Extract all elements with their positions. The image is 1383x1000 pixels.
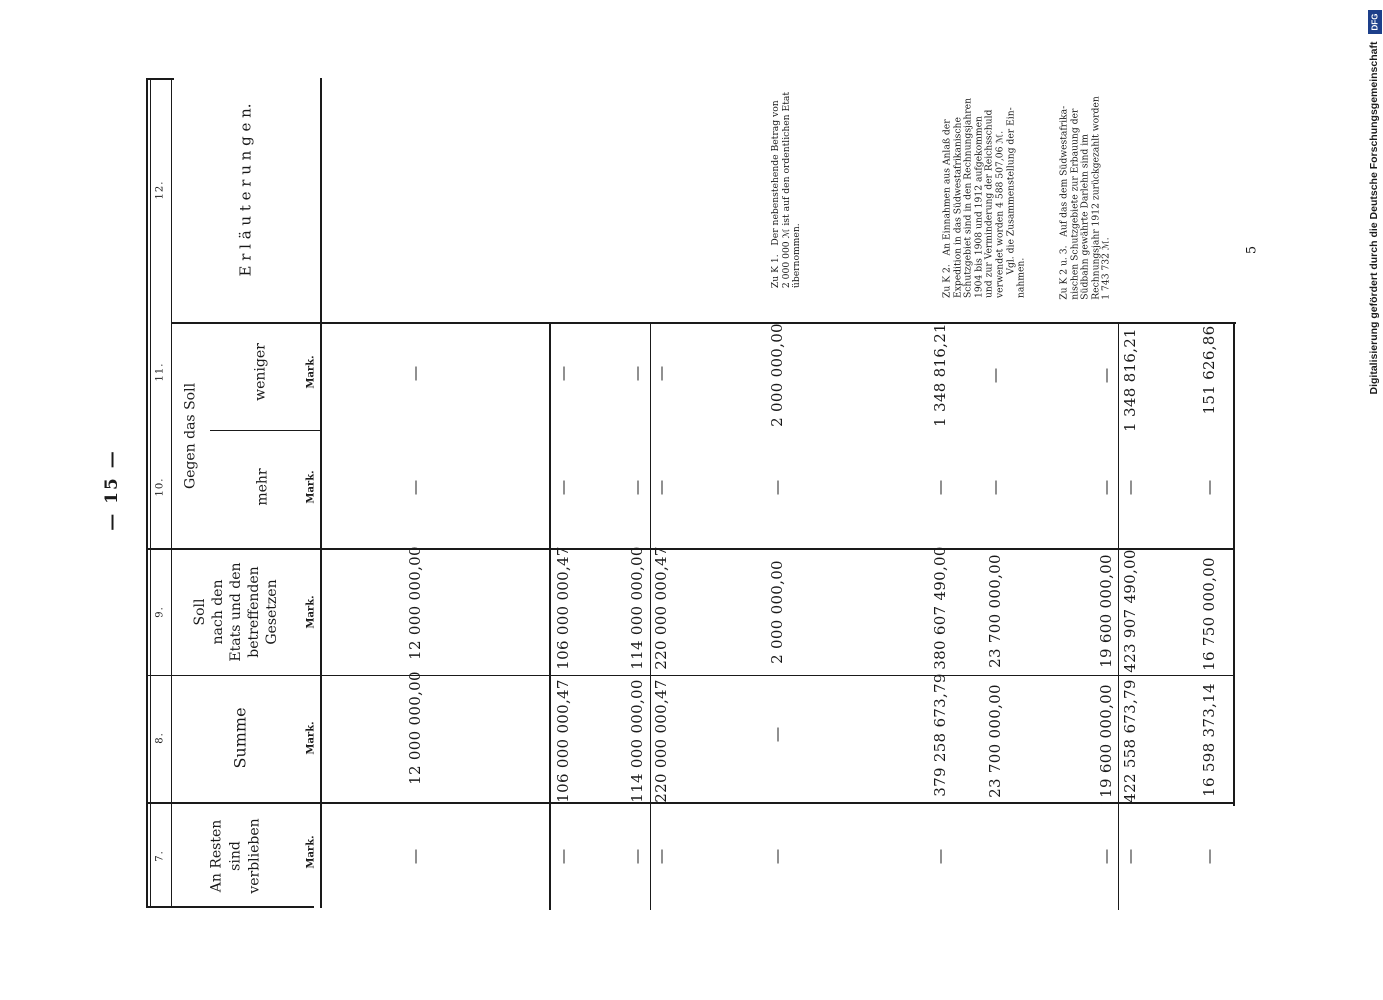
unit-label-7: Mark. xyxy=(305,835,317,869)
target-value: 220 000 000,47 xyxy=(652,546,670,670)
target-value: 380 607 490,00 xyxy=(931,546,949,670)
header-versus-target: Gegen das Soll xyxy=(182,382,199,490)
empty-cell-dash xyxy=(564,481,565,495)
empty-cell-dash xyxy=(1107,850,1108,864)
less-value: 1 348 816,21 xyxy=(1121,328,1139,432)
empty-cell-dash xyxy=(1107,369,1108,383)
sum-value: 16 598 373,14 xyxy=(1200,683,1218,797)
empty-cell-dash xyxy=(662,850,663,864)
empty-cell-dash xyxy=(662,481,663,495)
header-more: mehr xyxy=(254,468,271,506)
empty-cell-dash xyxy=(416,367,417,381)
empty-cell-dash xyxy=(996,369,997,383)
empty-cell-dash xyxy=(996,481,997,495)
sum-value: 12 000 000,00 xyxy=(406,671,424,785)
sum-value: 220 000 000,47 xyxy=(652,679,670,803)
explanation-note-k2: Zu K 2. An Einnahmen aus Anlaß der Expedition in das Südwestafrikanische Schutzgebiet sind in den Rechnungsjahren 1904 bis 1908 und 1912 aufgekommen und zur Verminderung der Reichsschuld verwendet worden 4 588 507,06 ℳ. Vgl. die Zusammenstellung der Ein- nahmen. xyxy=(941,97,1027,299)
header-less: weniger xyxy=(252,343,269,401)
less-value: 1 348 816,21 xyxy=(931,323,949,427)
less-value: 151 626,86 xyxy=(1200,325,1218,415)
target-value: 114 000 000,00 xyxy=(628,546,646,670)
column-number-11: 11. xyxy=(154,362,166,382)
less-value: 2 000 000,00 xyxy=(768,323,786,427)
target-value: 23 700 000,00 xyxy=(986,554,1004,668)
explanation-note-k2-k3: Zu K 2 u. 3. Auf das dem Südwestafrika- nischen Schutzgebiete zur Erbauung der Südbahn gewährte Darlehn sind im Rechnungsjahr 1912 zurückgezahlt worden 1 743 732 ℳ. xyxy=(1058,96,1112,300)
sum-value: 114 000 000,00 xyxy=(628,679,646,803)
header-explanations: E r l ä u t e r u n g e n. xyxy=(236,103,255,277)
empty-cell-dash xyxy=(778,728,779,742)
unit-label-10: Mark. xyxy=(305,470,317,504)
empty-cell-dash xyxy=(778,850,779,864)
empty-cell-dash xyxy=(662,367,663,381)
header-sum: Summe xyxy=(230,707,250,769)
empty-cell-dash xyxy=(638,481,639,495)
sum-value: 379 258 673,79 xyxy=(931,673,949,797)
unit-label-8: Mark. xyxy=(305,721,317,755)
unit-label-11: Mark. xyxy=(305,355,317,389)
dfg-logo: DFG xyxy=(1368,10,1382,34)
empty-cell-dash xyxy=(1210,850,1211,864)
target-value: 2 000 000,00 xyxy=(768,560,786,664)
sheet-number: 5 xyxy=(1244,245,1260,255)
sum-value: 422 558 673,79 xyxy=(1121,679,1139,803)
empty-cell-dash xyxy=(1131,850,1132,864)
empty-cell-dash xyxy=(941,850,942,864)
empty-cell-dash xyxy=(416,850,417,864)
empty-cell-dash xyxy=(564,367,565,381)
empty-cell-dash xyxy=(941,481,942,495)
empty-cell-dash xyxy=(1107,481,1108,495)
page-number: — 15 — xyxy=(102,449,122,531)
target-value: 16 750 000,00 xyxy=(1200,557,1218,671)
column-number-12: 12. xyxy=(154,180,166,200)
column-number-10: 10. xyxy=(154,477,166,497)
empty-cell-dash xyxy=(1210,481,1211,495)
target-value: 106 000 000,47 xyxy=(554,546,572,670)
sum-value: 106 000 000,47 xyxy=(554,679,572,803)
empty-cell-dash xyxy=(638,850,639,864)
column-number-9: 9. xyxy=(154,606,166,618)
empty-cell-dash xyxy=(416,481,417,495)
explanation-note-k1: Zu K 1. Der nebenstehende Betrag von 2 000 000 ℳ ist auf den ordentlichen Etat übernommen. xyxy=(770,91,803,289)
empty-cell-dash xyxy=(638,367,639,381)
column-number-7: 7. xyxy=(154,850,166,862)
digitization-note: Digitalisierung gefördert durch die Deutsche Forschungsgemeinschaft xyxy=(1368,41,1380,395)
unit-label-9: Mark. xyxy=(305,595,317,629)
column-number-8: 8. xyxy=(154,732,166,744)
header-target: Soll nach den Etats und den betreffenden Gesetzen xyxy=(192,562,280,662)
sum-value: 19 600 000,00 xyxy=(1097,684,1115,798)
empty-cell-dash xyxy=(564,850,565,864)
target-value: 19 600 000,00 xyxy=(1097,554,1115,668)
target-value: 423 907 490,00 xyxy=(1121,549,1139,673)
empty-cell-dash xyxy=(1131,481,1132,495)
header-remaining: An Resten sind verblieben xyxy=(208,818,263,894)
empty-cell-dash xyxy=(778,481,779,495)
target-value: 12 000 000,00 xyxy=(406,546,424,660)
sum-value: 23 700 000,00 xyxy=(986,684,1004,798)
